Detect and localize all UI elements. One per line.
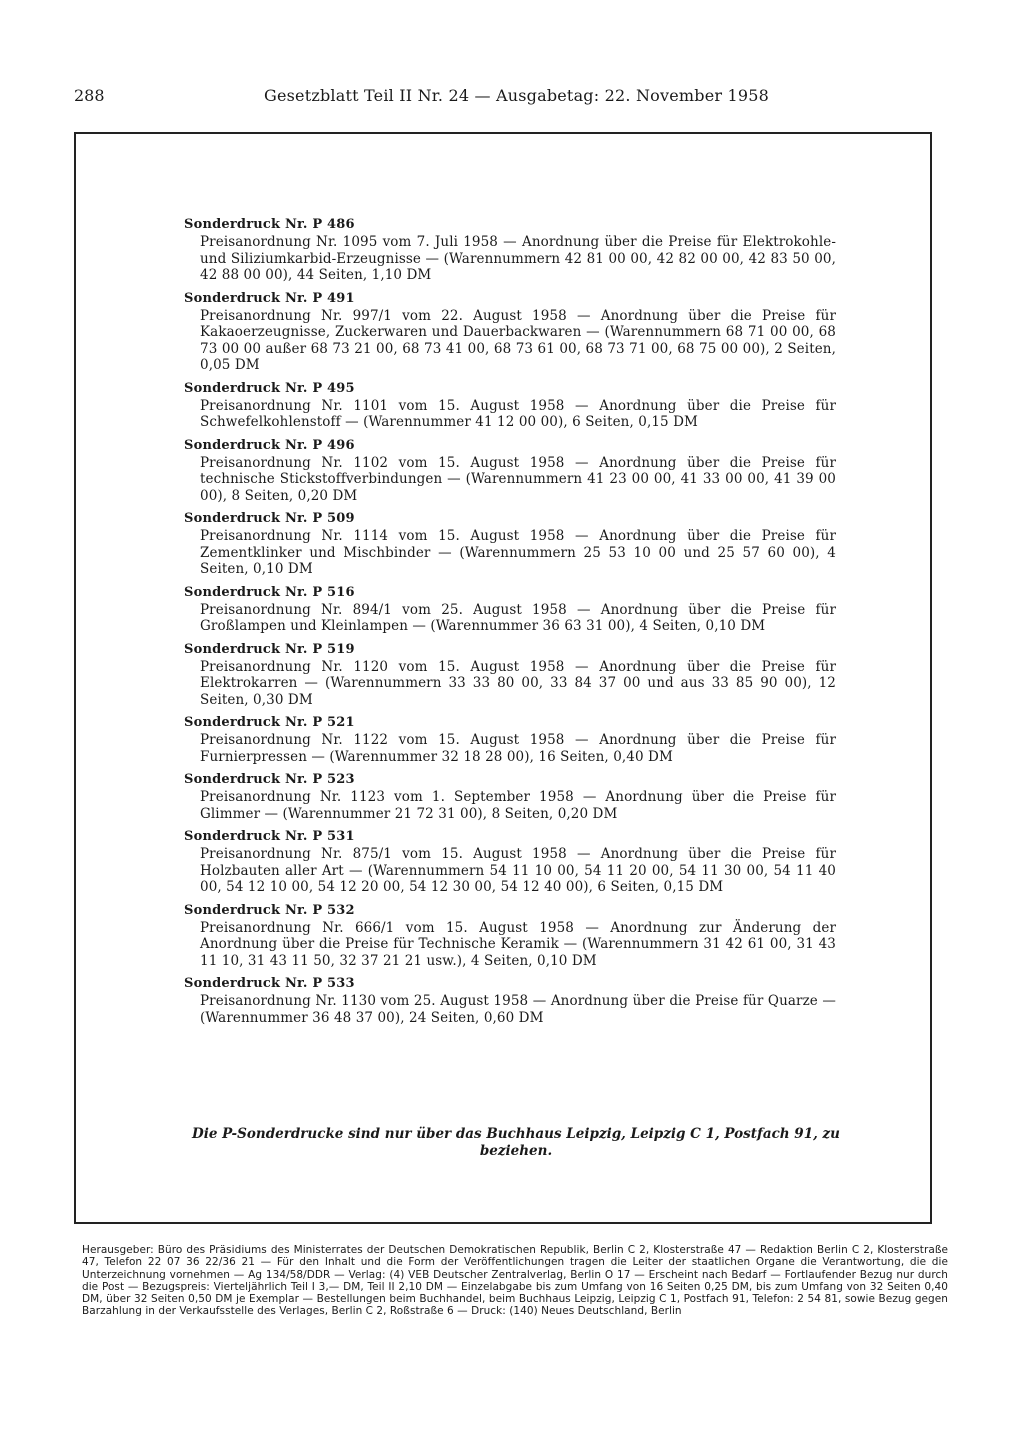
header-title: Gesetzblatt Teil II Nr. 24 — Ausgabetag: 22. November 1958 [264,86,770,105]
entry-list [184,216,836,1032]
entry-heading: Sonderdruck Nr. P 491 [184,290,355,306]
entry-heading: Sonderdruck Nr. P 523 [184,772,355,787]
entry-p495 [184,380,836,431]
entry-heading: Sonderdruck Nr. P 531 [184,829,355,844]
entry-heading: Sonderdruck Nr. P 519 [184,641,355,657]
entry-text: Preisanordnung Nr. 875/1 vom 15. August 1958 — Anordnung über die Preise für Holzbauten aller Art — (Warennummern 54 11 10 00, 54 11 20 00, 54 11 30 00, 54 11 40 00, 54 12 10 00, 54 12 20 00, 54 12 30 00, 54 12 40 00), 6 Seiten, 0,15 DM [200,846,836,895]
entry-heading: Sonderdruck Nr. P 516 [184,584,355,600]
content-frame [74,132,932,1224]
entry-p519 [184,641,836,709]
entry-text: Preisanordnung Nr. 1101 vom 15. August 1958 — Anordnung über die Preise für Schwefelkohlenstoff — (Warennummer 41 12 00 00), 6 Seiten, 0,15 DM [200,397,836,430]
entry-p509 [184,510,836,578]
entry-heading: Sonderdruck Nr. P 521 [184,715,355,730]
entry-text: Preisanordnung Nr. 1095 vom 7. Juli 1958 — Anordnung über die Preise für Elektrokohle- und Siliziumkarbid-Erzeugnisse — (Warennummern 42 81 00 00, 42 82 00 00, 42 83 50 00, 42 88 00 00), 44 Seiten, 1,10 DM [200,234,836,283]
entry-p523 [184,771,836,822]
page-number: 288 [74,86,105,105]
entry-text: Preisanordnung Nr. 1130 vom 25. August 1958 — Anordnung über die Preise für Quarze — (Warennummer 36 48 37 00), 24 Seiten, 0,60 DM [200,993,836,1026]
entry-heading: Sonderdruck Nr. P 532 [184,902,355,918]
entry-p532 [184,902,836,970]
entry-text: Preisanordnung Nr. 1102 vom 15. August 1958 — Anordnung über die Preise für technische Stickstoffverbindungen — (Warennummern 41 23 00 00, 41 33 00 00, 41 39 00 00), 8 Seiten, 0,20 DM [200,454,836,504]
distribution-notice: Die P-Sonderdrucke sind nur über das Buchhaus Leipzig, Leipzig C 1, Postfach 91, zu beziehen. [192,1126,840,1159]
entry-p521 [184,714,836,765]
entry-p491 [184,290,836,374]
entry-heading: Sonderdruck Nr. P 496 [184,437,355,453]
publisher-imprint: Herausgeber: Büro des Präsidiums des Ministerrates der Deutschen Demokratischen Republik, Berlin C 2, Klosterstraße 47 — Redaktion Berlin C 2, Klosterstraße 47, Telefon 22 07 36 22/36 21 — Für den Inhalt und die Form der Veröffentlichungen tragen die Leiter der staatlichen Organe die Verantwortung, die die Unterzeichnung vornehmen — Ag 134/58/DDR — Verlag: (4) VEB Deutscher Zentralverlag, Berlin O 17 — Erscheint nach Bedarf — Fortlaufender Bezug nur durch die Post — Bezugspreis: Vierteljährlich Teil I 3,— DM, Teil II 2,10 DM — Einzelabgabe bis zum Umfang von 16 Seiten 0,25 DM, bis zum Umfang von 32 Seiten 0,40 DM, über 32 Seiten 0,50 DM je Exemplar — Bestellungen beim Buchhandel, beim Buchhaus Leipzig, Leipzig C 1, Postfach 91, Telefon: 2 54 81, sowie Bezug gegen Barzahlung in der Verkaufsstelle des Verlages, Berlin C 2, Roßstraße 6 — Druck: (140) Neues Deutschland, Berlin [82,1244,948,1318]
entry-heading: Sonderdruck Nr. P 486 [184,217,355,232]
page-header [74,86,954,110]
entry-heading: Sonderdruck Nr. P 509 [184,511,355,526]
entry-text: Preisanordnung Nr. 1123 vom 1. September 1958 — Anordnung über die Preise für Glimmer — (Warennummer 21 72 31 00), 8 Seiten, 0,20 DM [200,789,836,822]
entry-text: Preisanordnung Nr. 894/1 vom 25. August 1958 — Anordnung über die Preise für Großlampen und Kleinlampen — (Warennummer 36 63 31 00), 4 Seiten, 0,10 DM [200,601,836,634]
entry-p496 [184,437,836,505]
entry-heading: Sonderdruck Nr. P 495 [184,380,355,396]
entry-text: Preisanordnung Nr. 997/1 vom 22. August 1958 — Anordnung über die Preise für Kakaoerzeugnisse, Zuckerwaren und Dauerbackwaren — (Warennummern 68 71 00 00, 68 73 00 00 außer 68 73 21 00, 68 73 41 00, 68 73 61 00, 68 73 71 00, 68 75 00 00), 2 Seiten, 0,05 DM [200,307,836,373]
entry-text: Preisanordnung Nr. 1114 vom 15. August 1958 — Anordnung über die Preise für Zementklinker und Mischbinder — (Warennummern 25 53 10 00 und 25 57 60 00), 4 Seiten, 0,10 DM [200,528,836,577]
entry-text: Preisanordnung Nr. 1120 vom 15. August 1958 — Anordnung über die Preise für Elektrokarren — (Warennummern 33 33 80 00, 33 84 37 00 und aus 33 85 90 00), 12 Seiten, 0,30 DM [200,658,836,708]
entry-text: Preisanordnung Nr. 1122 vom 15. August 1958 — Anordnung über die Preise für Furnierpressen — (Warennummer 32 18 28 00), 16 Seiten, 0,40 DM [200,732,836,765]
entry-p533 [184,975,836,1026]
entry-p486 [184,216,836,284]
entry-p516 [184,584,836,635]
entry-p531 [184,828,836,896]
entry-text: Preisanordnung Nr. 666/1 vom 15. August 1958 — Anordnung zur Änderung der Anordnung über die Preise für Technische Keramik — (Warennummern 31 42 61 00, 31 43 11 10, 31 43 11 50, 32 37 21 21 usw.), 4 Seiten, 0,10 DM [200,919,836,969]
entry-heading: Sonderdruck Nr. P 533 [184,976,355,991]
